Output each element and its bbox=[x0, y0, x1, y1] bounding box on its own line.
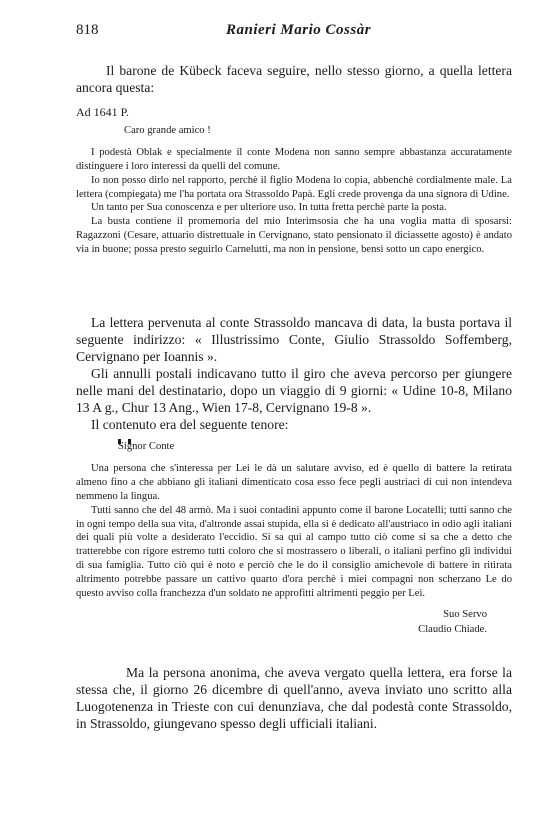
letter-signature: Claudio Chiade. bbox=[418, 623, 487, 635]
intro-paragraph bbox=[76, 62, 512, 96]
letter-signature-block bbox=[76, 607, 512, 637]
letter-paragraph: La busta contiene il promemoria del mio Interimsosia che ha una voglia matta di sposarsi: Ragazzoni (Cesare, attuario distrettuale in Cervignano, stato pensionato il diciassette agosto) è andato via in buone; possa presto seguirlo Carnelutti, ma non in pensione, bensì sotto un capo energico. bbox=[76, 216, 512, 256]
final-text: Ma la persona anonima, che aveva vergato quella lettera, era forse la stessa che, il giorno 26 dicembre di quell'anno, aveva inviato uno scritto alla Luogotenenza in Trieste con cui denunziava, che dal podestà conte Strassoldo, in Strassoldo, giungevano spesso degli ufficiali italiani. bbox=[76, 665, 512, 731]
letter-closing: Suo Servo bbox=[443, 608, 487, 620]
body-text-middle bbox=[76, 314, 512, 433]
page-number: 818 bbox=[76, 22, 99, 38]
body-paragraph: Il contenuto era del seguente tenore: bbox=[91, 417, 289, 432]
intro-text: Il barone de Kübeck faceva seguire, nello stesso giorno, a quella lettera ancora questa: bbox=[76, 63, 512, 95]
letter-paragraph: Tutti sanno che del 48 armò. Ma i suoi contadini appunto come il barone Locatelli; tutti sanno che in ogni tempo della sua vita, d'altronde assai stupida, ella si è dedicato all'austriaco in odio agli italiani dei quali più volte a desiderato l'eccidio. Si sa qui al campo tutto ciò come si sa che a detto che tratterebbe con rigore estremo tutti coloro che si mostrassero o liberali, o italiani perfino gli individui di sua famiglia. Tutto ciò qui è noto e perciò che le do il consiglio amichevole di battere in ritirata altrimento potrebbe passare un cattivo quarto d'ora perchè i miei compagni non scherzano Le do questo avviso colla franchezza d'un soldato ne approfitti altrimenti peggio per Lei. bbox=[76, 504, 512, 600]
letter-salutation: Caro grande amico ! bbox=[124, 124, 211, 136]
letter-date: Ad 1641 P. bbox=[76, 105, 130, 119]
final-paragraph bbox=[76, 664, 512, 732]
letter-kubeck bbox=[76, 106, 512, 257]
letter-paragraph: I podestà Oblak e specialmente il conte Modena non sanno sempre abbastanza accuratamente distinguere i loro interessi da quelli del comune. bbox=[76, 146, 512, 172]
page-header bbox=[76, 22, 512, 42]
letter-anonymous bbox=[76, 440, 512, 637]
letter-paragraph: Un tanto per Sua conoscenza e per ulteriore uso. In tutta fretta perchè parte la posta. bbox=[91, 202, 447, 214]
body-paragraph: La lettera pervenuta al conte Strassoldo mancava di data, la busta portava il seguente indirizzo: « Illustrissimo Conte, Giulio Strassoldo Soffemberg, Cervignano per Ioannis ». bbox=[76, 315, 512, 364]
letter-paragraph: Una persona che s'interessa per Lei le dà un salutare avviso, ed è quello di battere la retirata almeno fino a che abbiano gli italiani dimenticato cosa esso fece pegli austriaci di cui non intendeva nemmeno la lingua. bbox=[76, 462, 512, 502]
running-head: Ranieri Mario Cossàr bbox=[226, 22, 372, 38]
letter-salutation: Signor Conte bbox=[118, 441, 175, 452]
body-paragraph: Gli annulli postali indicavano tutto il giro che aveva percorso per giungere nelle mani del destinatario, dopo un viaggio di 9 giorni: « Udine 10-8, Milano 13 A g., Chur 13 Ang., Wien 17-8, Cervignano 19-8 ». bbox=[76, 366, 512, 415]
letter-paragraph: Io non posso dirlo nel rapporto, perchè il figlio Modena lo copia, abbenchè cordialmente male. La lettera (compiegata) me l'ha portata ora Strassoldo Papà. Egli crede provenga da una signora di Udine. bbox=[76, 174, 512, 200]
